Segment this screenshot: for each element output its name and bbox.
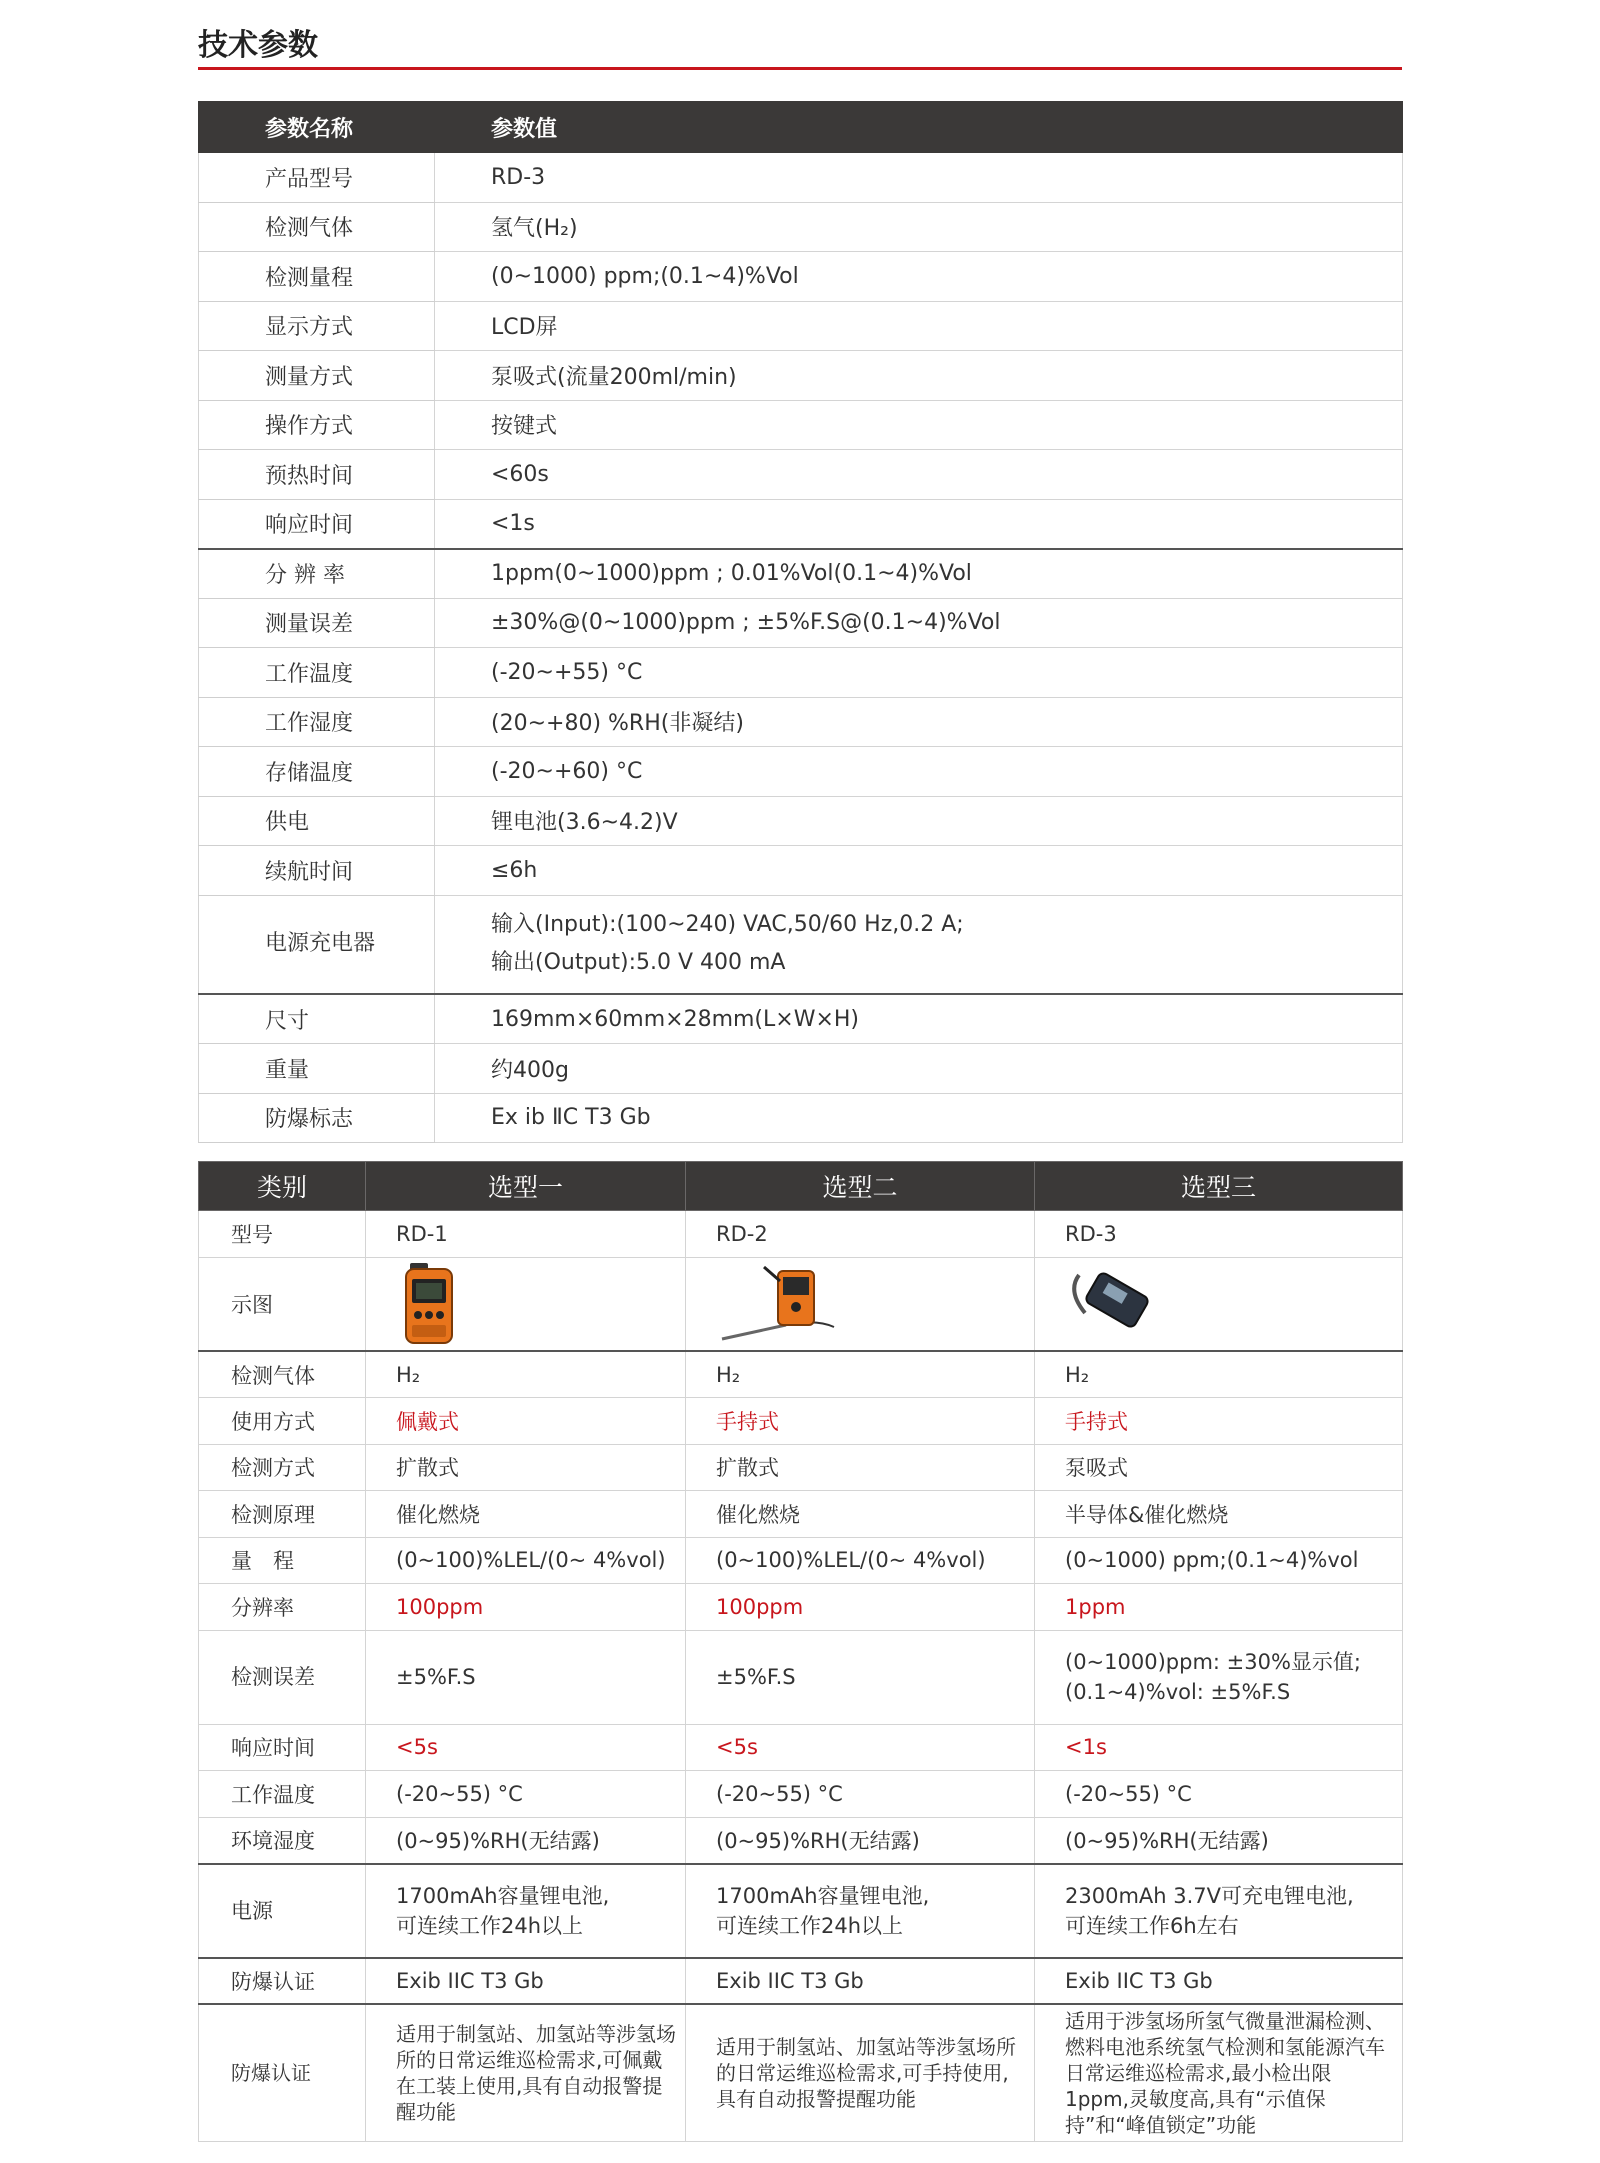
error-line-2: (0.1~4)%vol: ±5%F.S: [1065, 1680, 1291, 1704]
cell: 手持式: [686, 1398, 1035, 1445]
cell: Exib IIC T3 Gb: [686, 1958, 1035, 2005]
spec-value: 1ppm(0~1000)ppm ; 0.01%Vol(0.1~4)%Vol: [435, 549, 1403, 599]
cell: (0~95)%RH(无结露): [686, 1817, 1035, 1864]
spec-row: [199, 202, 1403, 252]
spec-value: [435, 895, 1403, 994]
cell: (-20~55) °C: [366, 1771, 686, 1818]
cell: 手持式: [1035, 1398, 1403, 1445]
spec-row: [199, 549, 1403, 599]
power-line-2: 可连续工作24h以上: [716, 1913, 904, 1938]
spec-value: <1s: [435, 499, 1403, 549]
row-label: 检测方式: [199, 1444, 366, 1491]
compare-row-image: [199, 1257, 1403, 1351]
spec-row: [199, 895, 1403, 994]
spec-name: 测量方式: [199, 351, 435, 401]
section-title: 技术参数: [198, 28, 318, 63]
row-label: 响应时间: [199, 1724, 366, 1771]
cell: (0~100)%LEL/(0~ 4%vol): [366, 1537, 686, 1584]
row-label: 环境湿度: [199, 1817, 366, 1864]
compare-row-gas: [199, 1351, 1403, 1398]
spec-name: 尺寸: [199, 994, 435, 1044]
row-label: 量 程: [199, 1537, 366, 1584]
cell: 佩戴式: [366, 1398, 686, 1445]
power-line-1: 1700mAh容量锂电池,: [716, 1883, 930, 1908]
cell: 适用于制氢站、加氢站等涉氢场所的日常运维巡检需求,可手持使用,具有自动报警提醒功能: [686, 2004, 1035, 2141]
cell: H₂: [366, 1351, 686, 1398]
compare-row-model: [199, 1211, 1403, 1258]
spec-name: 测量误差: [199, 598, 435, 648]
compare-table: [198, 1161, 1403, 2142]
cell: (0~95)%RH(无结露): [366, 1817, 686, 1864]
cell: Exib IIC T3 Gb: [1035, 1958, 1403, 2005]
spec-row: [199, 846, 1403, 896]
power-line-2: 可连续工作6h左右: [1065, 1913, 1239, 1938]
cell: [1035, 1864, 1403, 1958]
cell: ±5%F.S: [686, 1630, 1035, 1724]
compare-row-principle: [199, 1491, 1403, 1538]
compare-header-row: [199, 1162, 1403, 1211]
handheld-leak-detector-icon: [1065, 1261, 1155, 1347]
cell: H₂: [1035, 1351, 1403, 1398]
compare-row-range: [199, 1537, 1403, 1584]
cell: 扩散式: [366, 1444, 686, 1491]
cell: 泵吸式: [1035, 1444, 1403, 1491]
compare-header-category: 类别: [199, 1162, 366, 1211]
spec-header-row: [199, 102, 1403, 153]
spec-row: [199, 153, 1403, 203]
spec-name: 检测量程: [199, 252, 435, 302]
error-line-1: (0~1000)ppm: ±30%显示值;: [1065, 1650, 1361, 1674]
cell: Exib IIC T3 Gb: [366, 1958, 686, 2005]
compare-row-response: [199, 1724, 1403, 1771]
cell: [1035, 1630, 1403, 1724]
spec-name: 分辨率: [199, 549, 435, 599]
compare-row-error: [199, 1630, 1403, 1724]
cell: [686, 1864, 1035, 1958]
cell: 催化燃烧: [366, 1491, 686, 1538]
spec-row: [199, 648, 1403, 698]
spec-name: 显示方式: [199, 301, 435, 351]
power-line-2: 可连续工作24h以上: [396, 1913, 584, 1938]
cell: <5s: [366, 1724, 686, 1771]
spec-value: 氢气(H₂): [435, 202, 1403, 252]
spec-value: RD-3: [435, 153, 1403, 203]
compare-row-resolution: [199, 1584, 1403, 1631]
power-line-1: 1700mAh容量锂电池,: [396, 1883, 610, 1908]
spec-value: <60s: [435, 450, 1403, 500]
compare-row-usage: [199, 1398, 1403, 1445]
spec-row: [199, 1044, 1403, 1094]
spec-value: (0~1000) ppm;(0.1~4)%Vol: [435, 252, 1403, 302]
cell: 100ppm: [686, 1584, 1035, 1631]
spec-value: (-20~+60) °C: [435, 747, 1403, 797]
spec-name: 重量: [199, 1044, 435, 1094]
cell: (0~1000) ppm;(0.1~4)%vol: [1035, 1537, 1403, 1584]
cell: 1ppm: [1035, 1584, 1403, 1631]
spec-value: (-20~+55) °C: [435, 648, 1403, 698]
cell: 半导体&催化燃烧: [1035, 1491, 1403, 1538]
cell: (-20~55) °C: [1035, 1771, 1403, 1818]
spec-row: [199, 301, 1403, 351]
compare-header-option2: 选型二: [686, 1162, 1035, 1211]
compare-row-humidity: [199, 1817, 1403, 1864]
cell: ±5%F.S: [366, 1630, 686, 1724]
spec-name: 供电: [199, 796, 435, 846]
spec-name: 电源充电器: [199, 895, 435, 994]
cell: H₂: [686, 1351, 1035, 1398]
spec-row: [199, 252, 1403, 302]
charger-output: 输出(Output):5.0 V 400 mA: [491, 950, 786, 976]
compare-row-cert: [199, 1958, 1403, 2005]
compare-row-method: [199, 1444, 1403, 1491]
spec-name: 产品型号: [199, 153, 435, 203]
charger-input: 输入(Input):(100~240) VAC,50/60 Hz,0.2 A;: [491, 912, 964, 938]
orange-detector-icon: [396, 1261, 486, 1347]
spec-row: [199, 351, 1403, 401]
row-label: 防爆认证: [199, 2004, 366, 2141]
spec-value: ±30%@(0~1000)ppm ; ±5%F.S@(0.1~4)%Vol: [435, 598, 1403, 648]
spec-header-value: 参数值: [435, 102, 1403, 153]
spec-row: [199, 994, 1403, 1044]
compare-header-option1: 选型一: [366, 1162, 686, 1211]
compare-row-temp: [199, 1771, 1403, 1818]
row-label: 检测误差: [199, 1630, 366, 1724]
spec-row: [199, 796, 1403, 846]
spec-row: [199, 450, 1403, 500]
spec-row: [199, 499, 1403, 549]
spec-value: (20~+80) %RH(非凝结): [435, 697, 1403, 747]
spec-row: [199, 747, 1403, 797]
cell: 扩散式: [686, 1444, 1035, 1491]
cell: 适用于制氢站、加氢站等涉氢场所的日常运维巡检需求,可佩戴在工装上使用,具有自动报警提醒功能: [366, 2004, 686, 2141]
row-label: 防爆认证: [199, 1958, 366, 2005]
row-label: 电源: [199, 1864, 366, 1958]
row-label: 示图: [199, 1257, 366, 1351]
cell: [1035, 1257, 1403, 1351]
spec-name: 检测气体: [199, 202, 435, 252]
cell: 催化燃烧: [686, 1491, 1035, 1538]
cell: (0~100)%LEL/(0~ 4%vol): [686, 1537, 1035, 1584]
compare-header-option3: 选型三: [1035, 1162, 1403, 1211]
row-label: 检测气体: [199, 1351, 366, 1398]
row-label: 分辨率: [199, 1584, 366, 1631]
compare-row-application: [199, 2004, 1403, 2141]
row-label: 检测原理: [199, 1491, 366, 1538]
row-label: 使用方式: [199, 1398, 366, 1445]
spec-row: [199, 598, 1403, 648]
spec-row: [199, 400, 1403, 450]
title-underline: [198, 67, 1402, 70]
cell: (-20~55) °C: [686, 1771, 1035, 1818]
compare-row-power: [199, 1864, 1403, 1958]
cell: RD-1: [366, 1211, 686, 1258]
cell: (0~95)%RH(无结露): [1035, 1817, 1403, 1864]
spec-row: [199, 1093, 1403, 1143]
spec-table: [198, 101, 1403, 1143]
spec-value: 按键式: [435, 400, 1403, 450]
cell: 100ppm: [366, 1584, 686, 1631]
spec-name: 防爆标志: [199, 1093, 435, 1143]
cell: <5s: [686, 1724, 1035, 1771]
spec-name: 响应时间: [199, 499, 435, 549]
probe-detector-icon: [716, 1261, 846, 1347]
cell: 适用于涉氢场所氢气微量泄漏检测、燃料电池系统氢气检测和氢能源汽车日常运维巡检需求,最小检出限1ppm,灵敏度高,具有“示值保持”和“峰值锁定”功能: [1035, 2004, 1403, 2141]
spec-name: 预热时间: [199, 450, 435, 500]
cell: [366, 1864, 686, 1958]
spec-name: 续航时间: [199, 846, 435, 896]
spec-value: Ex ib ⅡC T3 Gb: [435, 1093, 1403, 1143]
spec-value: 169mm×60mm×28mm(L×W×H): [435, 994, 1403, 1044]
cell: RD-3: [1035, 1211, 1403, 1258]
spec-value: ≤6h: [435, 846, 1403, 896]
row-label: 型号: [199, 1211, 366, 1258]
spec-name: 操作方式: [199, 400, 435, 450]
spec-header-name: 参数名称: [199, 102, 435, 153]
cell: [366, 1257, 686, 1351]
cell: [686, 1257, 1035, 1351]
spec-name: 存储温度: [199, 747, 435, 797]
cell: RD-2: [686, 1211, 1035, 1258]
spec-value: LCD屏: [435, 301, 1403, 351]
spec-name: 工作温度: [199, 648, 435, 698]
spec-row: [199, 697, 1403, 747]
spec-name: 工作湿度: [199, 697, 435, 747]
spec-value: 约400g: [435, 1044, 1403, 1094]
row-label: 工作温度: [199, 1771, 366, 1818]
spec-value: 锂电池(3.6~4.2)V: [435, 796, 1403, 846]
power-line-1: 2300mAh 3.7V可充电锂电池,: [1065, 1883, 1354, 1908]
spec-value: 泵吸式(流量200ml/min): [435, 351, 1403, 401]
cell: <1s: [1035, 1724, 1403, 1771]
